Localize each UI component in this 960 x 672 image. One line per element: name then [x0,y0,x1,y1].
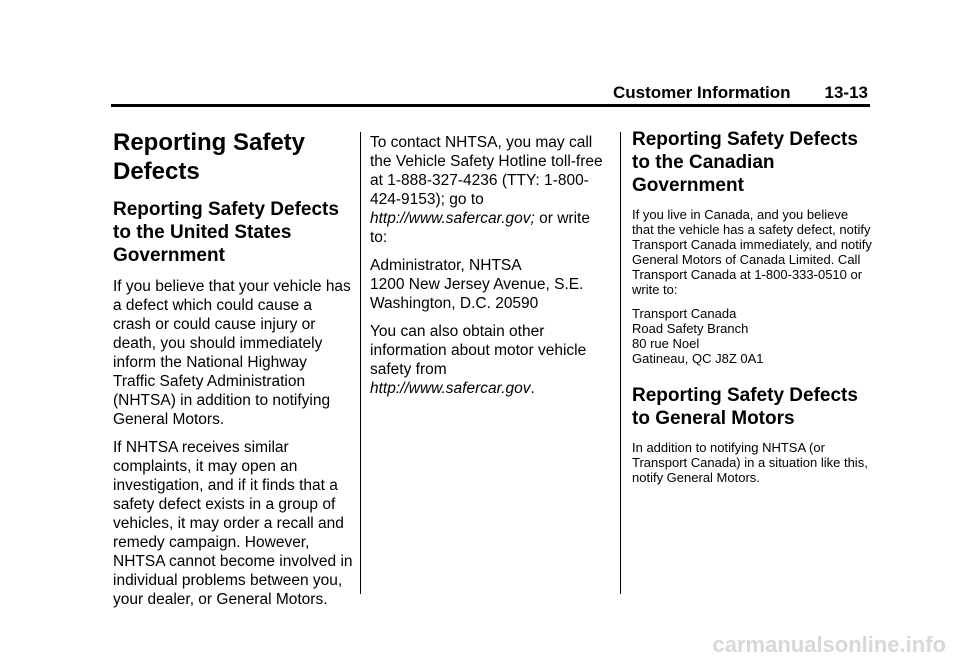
nhtsa-contact-paragraph [370,133,610,247]
page-number: 13-13 [824,83,868,102]
nhtsa-info-text: You can also obtain other information about motor vehicle safety from [370,323,587,378]
section-title: Customer Information [612,83,791,102]
canada-heading: Reporting Safety Defects to the Canadian Government [632,129,858,196]
us-paragraph-2: If NHTSA receives similar complaints, it may open an investigation, and if it finds that a safety defect exists in a group of vehicles, it may order a recall and remedy campaign. However, NHTSA cannot become involved in individual problems between you, your dealer, or General Motors. [113,439,353,608]
safercar-link-1[interactable]: http://www.safercar.gov; [370,210,535,227]
column-divider-1 [360,132,361,594]
page-header [613,83,868,103]
main-heading: Reporting Safety Defects [113,129,306,185]
nhtsa-contact-after: or write to: [370,210,590,246]
safercar-link-2[interactable]: http://www.safercar.gov [370,380,531,397]
column-1 [113,128,353,618]
canada-paragraph: If you live in Canada, and you believe that the vehicle has a safety defect, notify Transport Canada immediately, and notify General Motors of Canada Limited. Call Transport Canada at 1-800-333-0510 or write to: [632,207,872,297]
nhtsa-address: Administrator, NHTSA 1200 New Jersey Avenue, S.E. Washington, D.C. 20590 [370,257,584,312]
nhtsa-info-after: . [530,380,535,397]
column-3 [632,128,872,494]
nhtsa-info-paragraph [370,322,610,398]
gm-paragraph: In addition to notifying NHTSA (or Transport Canada) in a situation like this, notify General Motors. [632,440,868,485]
column-divider-2 [620,132,621,594]
nhtsa-contact-text: To contact NHTSA, you may call the Vehicle Safety Hotline toll-free at 1-888-327-4236 (TTY: 1-800-424-9153); go to [370,134,603,208]
us-government-heading: Reporting Safety Defects to the United States Government [113,199,339,266]
watermark: carmanualsonline.info [712,632,946,657]
us-paragraph-1: If you believe that your vehicle has a defect which could cause a crash or could cause injury or death, you should immediately inform the National Highway Traffic Safety Administration (NHTSA) in addition to notifying General Motors. [113,278,351,428]
column-2 [370,133,610,407]
header-rule [111,104,870,107]
gm-heading: Reporting Safety Defects to General Motors [632,385,858,429]
canada-address: Transport Canada Road Safety Branch 80 rue Noel Gatineau, QC J8Z 0A1 [632,306,764,366]
